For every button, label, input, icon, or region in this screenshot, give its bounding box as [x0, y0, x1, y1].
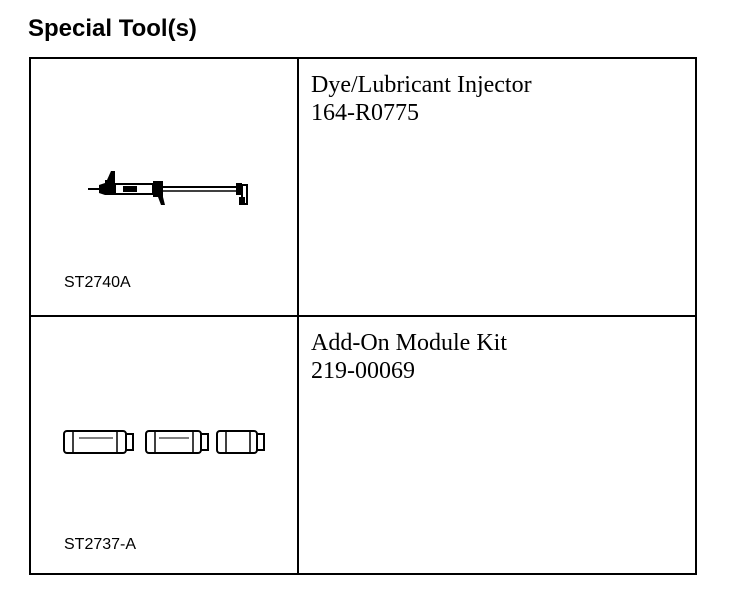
tool-name: Add-On Module Kit	[311, 330, 507, 356]
tool-part-number: 164-R0775	[311, 100, 419, 126]
tool-illustration-cell	[30, 316, 298, 574]
tool-illustration-cell	[30, 58, 298, 316]
tool-description-cell	[298, 316, 696, 574]
tool-row	[30, 316, 696, 574]
tool-part-number: 219-00069	[311, 358, 415, 384]
page-title: Special Tool(s)	[28, 15, 197, 42]
module-kit-illustration	[31, 317, 297, 571]
illustration-code: ST2737-A	[64, 536, 137, 553]
tool-name: Dye/Lubricant Injector	[311, 72, 532, 98]
illustration-code: ST2740A	[64, 274, 131, 291]
tool-row	[30, 58, 696, 316]
tool-description-cell	[298, 58, 696, 316]
special-tools-table	[29, 57, 697, 575]
